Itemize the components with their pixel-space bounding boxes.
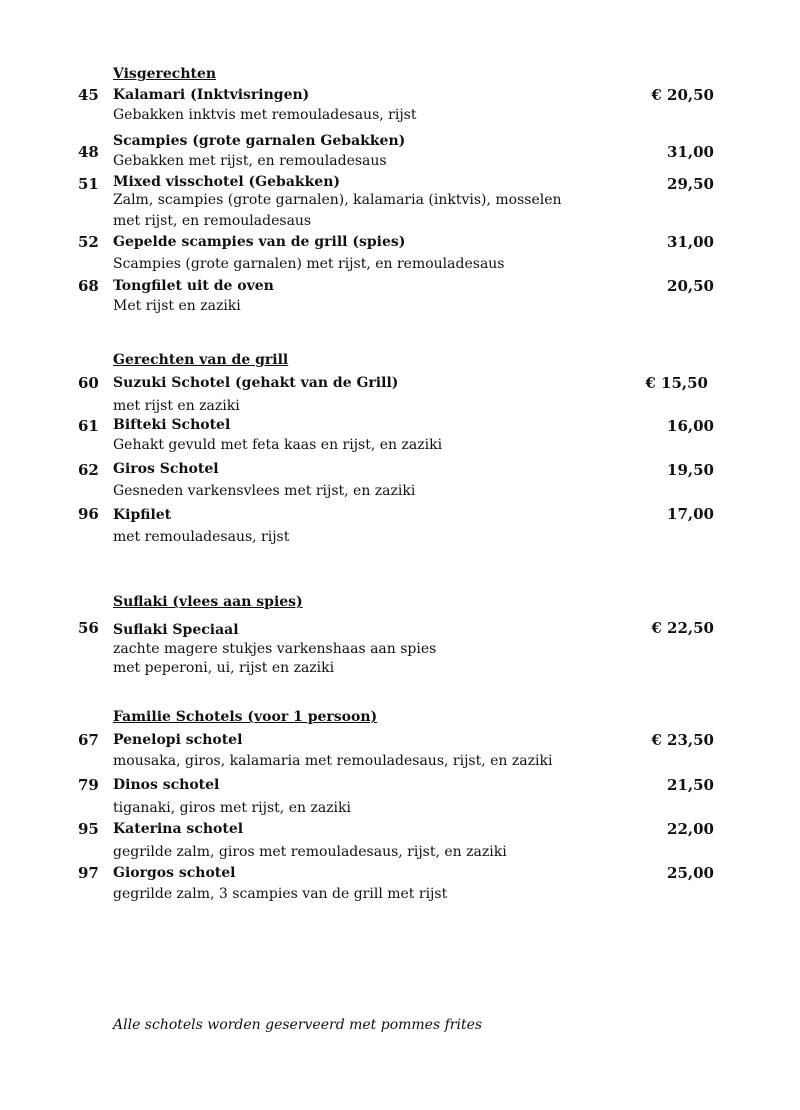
item-name: Suflaki Speciaal: [113, 622, 239, 638]
item-description: met rijst en zaziki: [113, 398, 240, 414]
item-description: gegrilde zalm, giros met remouladesaus, rijst, en zaziki: [113, 844, 507, 860]
item-price: € 23,50: [651, 731, 714, 749]
item-name: Giros Schotel: [113, 461, 219, 477]
item-price: € 22,50: [651, 619, 714, 637]
item-description: Gesneden varkensvlees met rijst, en zaziki: [113, 483, 416, 499]
item-description: Scampies (grote garnalen) met rijst, en remouladesaus: [113, 256, 505, 272]
item-number: 45: [78, 86, 99, 104]
item-number: 51: [78, 175, 99, 193]
item-price: 31,00: [667, 143, 714, 161]
item-description: Zalm, scampies (grote garnalen), kalamaria (inktvis), mosselen: [113, 192, 562, 208]
item-description: tiganaki, giros met rijst, en zaziki: [113, 800, 351, 816]
item-description: Gehakt gevuld met feta kaas en rijst, en zaziki: [113, 437, 443, 453]
item-price: 17,00: [667, 505, 714, 523]
item-price: 16,00: [667, 417, 714, 435]
item-number: 95: [78, 820, 99, 838]
item-price: 31,00: [667, 233, 714, 251]
item-price: 21,50: [667, 776, 714, 794]
item-name: Penelopi schotel: [113, 732, 243, 748]
item-number: 96: [78, 505, 99, 523]
item-price: 29,50: [667, 175, 714, 193]
item-number: 68: [78, 277, 99, 295]
item-name: Kipfilet: [113, 507, 172, 523]
item-number: 48: [78, 143, 99, 161]
section-title-familie: Familie Schotels (voor 1 persoon): [113, 709, 378, 725]
item-number: 56: [78, 619, 99, 637]
item-name: Suzuki Schotel (gehakt van de Grill): [113, 375, 399, 391]
item-price: € 20,50: [651, 86, 714, 104]
item-price: 22,00: [667, 820, 714, 838]
item-number: 97: [78, 864, 99, 882]
item-description: mousaka, giros, kalamaria met remouladesaus, rijst, en zaziki: [113, 753, 553, 769]
item-price: € 15,50: [645, 374, 708, 392]
item-description: Met rijst en zaziki: [113, 298, 241, 314]
item-price: 25,00: [667, 864, 714, 882]
item-name: Dinos schotel: [113, 777, 220, 793]
item-number: 52: [78, 233, 99, 251]
item-description: Gebakken met rijst, en remouladesaus: [113, 153, 387, 169]
section-title-suflaki: Suflaki (vlees aan spies): [113, 594, 303, 610]
item-description: met rijst, en remouladesaus: [113, 213, 312, 229]
item-name: Katerina schotel: [113, 821, 244, 837]
item-name: Scampies (grote garnalen Gebakken): [113, 133, 406, 149]
item-name: Bifteki Schotel: [113, 417, 231, 433]
item-number: 61: [78, 417, 99, 435]
item-description: met remouladesaus, rijst: [113, 529, 290, 545]
item-name: Mixed visschotel (Gebakken): [113, 174, 341, 190]
item-price: 19,50: [667, 461, 714, 479]
section-title-visgerechten: Visgerechten: [113, 66, 217, 82]
item-number: 67: [78, 731, 99, 749]
item-name: Gepelde scampies van de grill (spies): [113, 234, 406, 250]
item-name: Tongfilet uit de oven: [113, 278, 274, 294]
item-name: Giorgos schotel: [113, 865, 236, 881]
item-price: 20,50: [667, 277, 714, 295]
item-number: 60: [78, 374, 99, 392]
footer-note: Alle schotels worden geserveerd met pommes frites: [113, 1017, 483, 1033]
item-description: gegrilde zalm, 3 scampies van de grill met rijst: [113, 886, 448, 902]
item-number: 62: [78, 461, 99, 479]
item-description: zachte magere stukjes varkenshaas aan spies: [113, 641, 437, 657]
section-title-grill: Gerechten van de grill: [113, 352, 289, 368]
item-number: 79: [78, 776, 99, 794]
item-name: Kalamari (Inktvisringen): [113, 87, 310, 103]
item-description: met peperoni, ui, rijst en zaziki: [113, 660, 335, 676]
item-description: Gebakken inktvis met remouladesaus, rijst: [113, 107, 417, 123]
